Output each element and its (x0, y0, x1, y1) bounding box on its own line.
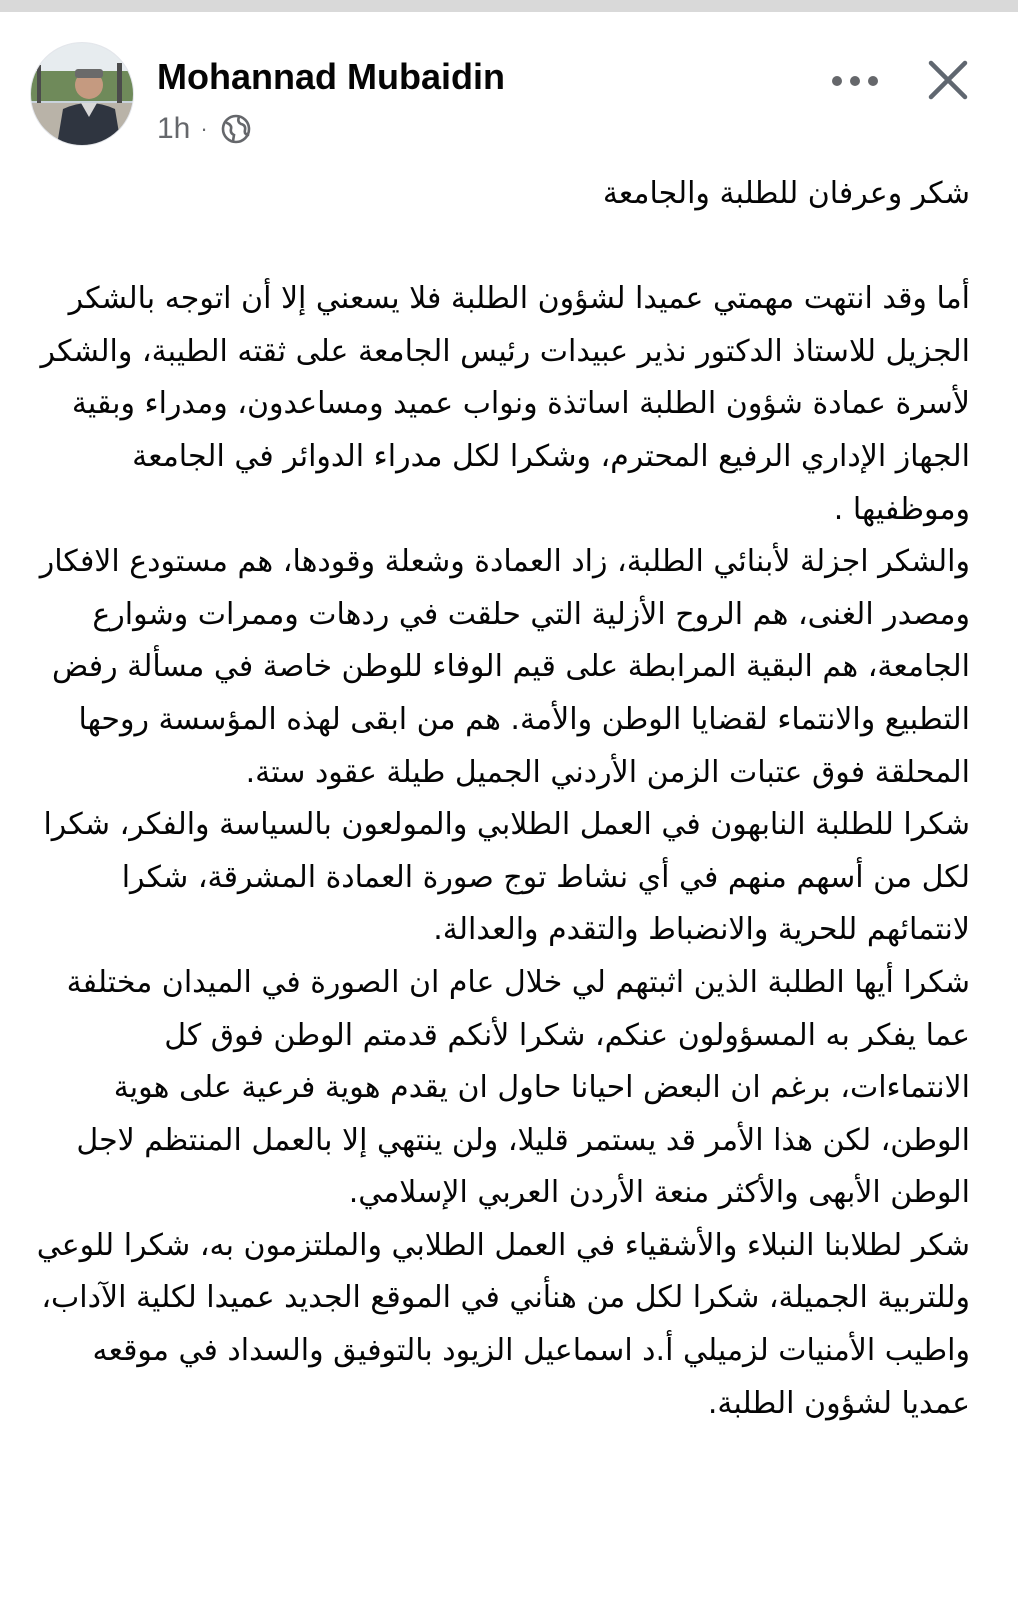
post-header (0, 12, 1018, 162)
top-strip (0, 0, 1018, 12)
post-body (28, 168, 970, 1430)
post-paragraph: أما وقد انتهت مهمتي عميدا لشؤون الطلبة فلا يسعني إلا أن اتوجه بالشكر الجزيل للاستاذ الدكتور نذير عبيدات رئيس الجامعة على ثقته الطيبة، والشكر لأسرة عمادة شؤون الطلبة اساتذة ونواب عميد ومساعدون، ومدراء وبقية الجهاز الإداري الرفيع المحترم، وشكرا لكل مدراء الدوائر في الجامعة وموظفيها . (40, 281, 970, 527)
more-options-button[interactable] (830, 58, 880, 104)
post-title: شكر وعرفان للطلبة والجامعة (602, 176, 970, 211)
author-avatar[interactable] (30, 42, 134, 146)
post-meta (157, 112, 252, 146)
author-name[interactable]: Mohannad Mubaidin (157, 56, 505, 97)
meta-separator: · (200, 116, 208, 141)
post-paragraph: شكرا للطلبة النابهون في العمل الطلابي والمولعون بالسياسة والفكر، شكرا لكل من أسهم منهم في أي نشاط توج صورة العمادة المشرقة، شكرا لانتمائهم للحرية والانضباط والتقدم والعدالة. (43, 807, 970, 948)
close-button[interactable] (920, 52, 976, 108)
post-paragraph: شكرا أيها الطلبة الذين اثبتهم لي خلال عام ان الصورة في الميدان مختلفة عما يفكر به المسؤولون عنكم، شكرا لأنكم قدمتم الوطن فوق كل الانتماءات، برغم ان البعض احيانا حاول ان يقدم هوية فرعية على هوية الوطن، لكن هذا الأمر قد يستمر قليلا، ولن ينتهي إلا بالعمل المنتظم لاجل الوطن الأبهى والأكثر منعة الأردن العربي الإسلامي. (66, 964, 970, 1211)
post-paragraph: شكر لطلابنا النبلاء والأشقياء في العمل الطلابي والملتزمون به، شكرا للوعي وللتربية الجميلة، شكرا لكل من هنأني في الموقع الجديد عميدا لكلية الآداب، واطيب الأمنيات لزميلي أ.د اسماعيل الزيود بالتوفيق والسداد في موقعه عمديا لشؤون الطلبة. (36, 1227, 970, 1421)
close-icon (926, 58, 970, 102)
more-horizontal-icon (830, 75, 880, 87)
post-paragraph: والشكر اجزلة لأبنائي الطلبة، زاد العمادة وشعلة وقودها، هم مستودع الافكار ومصدر الغنى، هم الروح الأزلية التي حلقت في ردهات وممرات وشوارع الجامعة، هم البقية المرابطة على قيم الوفاء للوطن خاصة في مسألة رفض التطبيع والانتماء لقضايا الوطن والأمة. هم من ابقى لهذه المؤسسة روحها المحلقة فوق عتبات الزمن الأردني الجميل طيلة عقود ستة. (39, 544, 970, 790)
globe-icon[interactable] (220, 113, 252, 145)
post-timestamp[interactable]: 1h (157, 112, 191, 145)
